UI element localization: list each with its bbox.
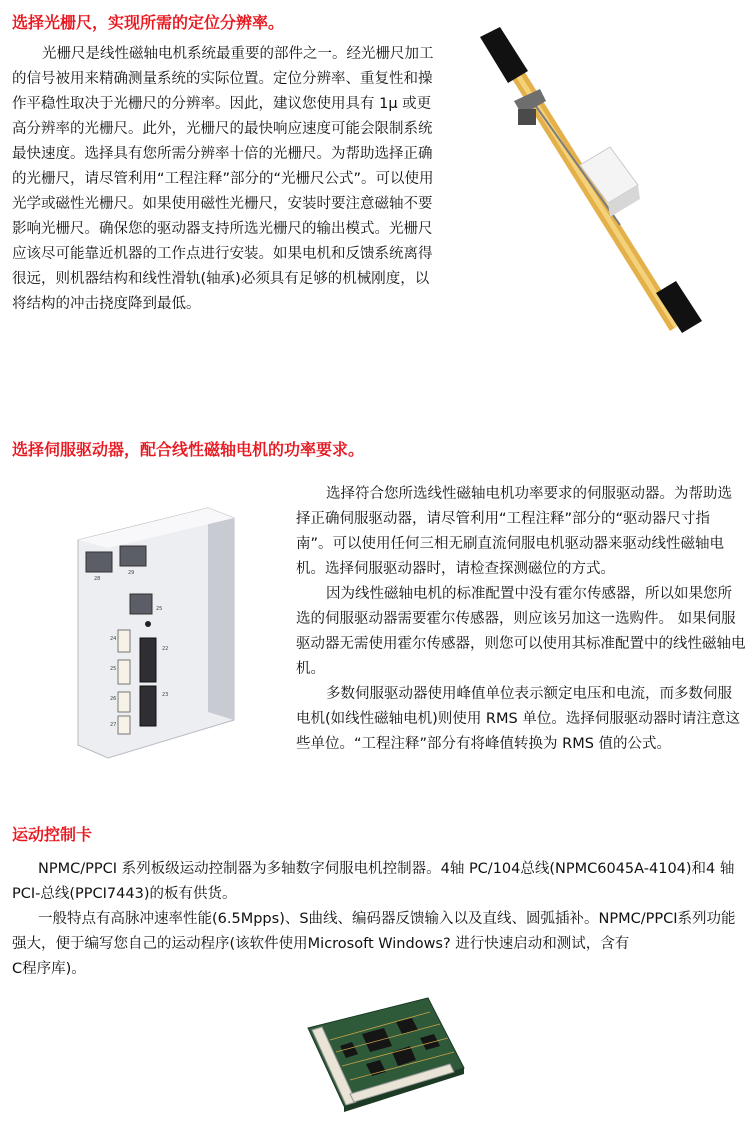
port-label: 25: [156, 606, 163, 612]
servo-drive-paragraph: 选择符合您所选线性磁轴电机功率要求的伺服驱动器。为帮助选择正确伺服驱动器，请尽管利用“工程注释”部分的“驱动器尺寸指南”。可以使用任何三相无刷直流伺服电机驱动器来驱动线性磁轴电机。选择伺服驱动器时，请检查探测磁位的方式。: [296, 486, 732, 577]
encoder-end-cap-top: [480, 27, 528, 83]
encoder-rod: [492, 39, 682, 331]
encoder-paragraph-text: 光栅尺是线性磁轴电机系统最重要的部件之一。经光栅尺加工的信号被用来精确测量系统的实际位置。定位分辨率、重复性和操作平稳性取决于光栅尺的分辨率。因此，建议您使用具有 1μ 或更高分辨率的光栅尺。此外，光栅尺的最快响应速度可能会限制系统最快速度。选择具有您所需分辨率十倍的光栅尺。为帮助选择正确的光栅尺，请尽管利用“工程注释”部分的“光栅尺公式”。可以使用光学或磁性光栅尺。如果使用磁性光栅尺，安装时要注意磁轴不要影响光栅尺。确保您的驱动器支持所选光栅尺的输出模式。光栅尺应该尽可能靠近机器的工作点进行安装。如果电机和反馈系统离得很远，则机器结构和线性滑轨(轴承)必须具有足够的机械刚度，以将结构的冲击挠度降到最低。: [12, 46, 434, 312]
section-heading-motion-card: 运动控制卡: [12, 825, 93, 844]
port-label: 23: [162, 692, 169, 698]
motion-card-paragraphs: [12, 857, 742, 982]
servo-drive-paragraphs: [296, 482, 746, 757]
port-label: 22: [162, 646, 169, 652]
motion-card-paragraph: 一般特点有高脉冲速率性能(6.5Mpps)、S曲线、编码器反馈输入以及直线、圆弧插补。NPMC/PPCI系列功能强大，便于编写您自己的运动程序(该软件使用Microsoft Windows? 进行快速启动和测试，含有: [12, 911, 736, 952]
servo-drive-paragraph: 多数伺服驱动器使用峰值单位表示额定电压和电流，而多数伺服电机(如线性磁轴电机)则使用 RMS 单位。选择伺服驱动器时请注意这些单位。“工程注释”部分有将峰值转换为 RMS 值的公式。: [296, 686, 740, 752]
linear-encoder-image: [470, 25, 720, 345]
motion-card-paragraph: NPMC/PPCI 系列板级运动控制器为多轴数字伺服电机控制器。4轴 PC/104总线(NPMC6045A-4104)和4 轴 PCI-总线(PPCI7443)的板有供货。: [12, 861, 735, 902]
port-label: 27: [110, 722, 117, 728]
section-heading-encoder: 选择光栅尺，实现所需的定位分辨率。: [12, 13, 285, 32]
port-label: 28: [94, 576, 101, 582]
motion-control-card-image: [300, 990, 470, 1115]
encoder-paragraph: [12, 42, 436, 317]
port-label: 24: [110, 636, 117, 642]
servo-drive-paragraph: 因为线性磁轴电机的标准配置中没有霍尔传感器，所以如果您所选的伺服驱动器需要霍尔传感器，则应该另加这一选购件。 如果伺服驱动器无需使用霍尔传感器，则您可以使用其标准配置中的线性磁轴电机。: [296, 586, 746, 677]
motion-card-paragraph: C程序库)。: [12, 961, 86, 977]
port-label: 29: [128, 570, 135, 576]
port-label: 26: [110, 696, 117, 702]
port-label: 25: [110, 666, 117, 672]
section-heading-servo-drive: 选择伺服驱动器，配合线性磁轴电机的功率要求。: [12, 440, 365, 459]
servo-drive-image: [58, 500, 248, 765]
